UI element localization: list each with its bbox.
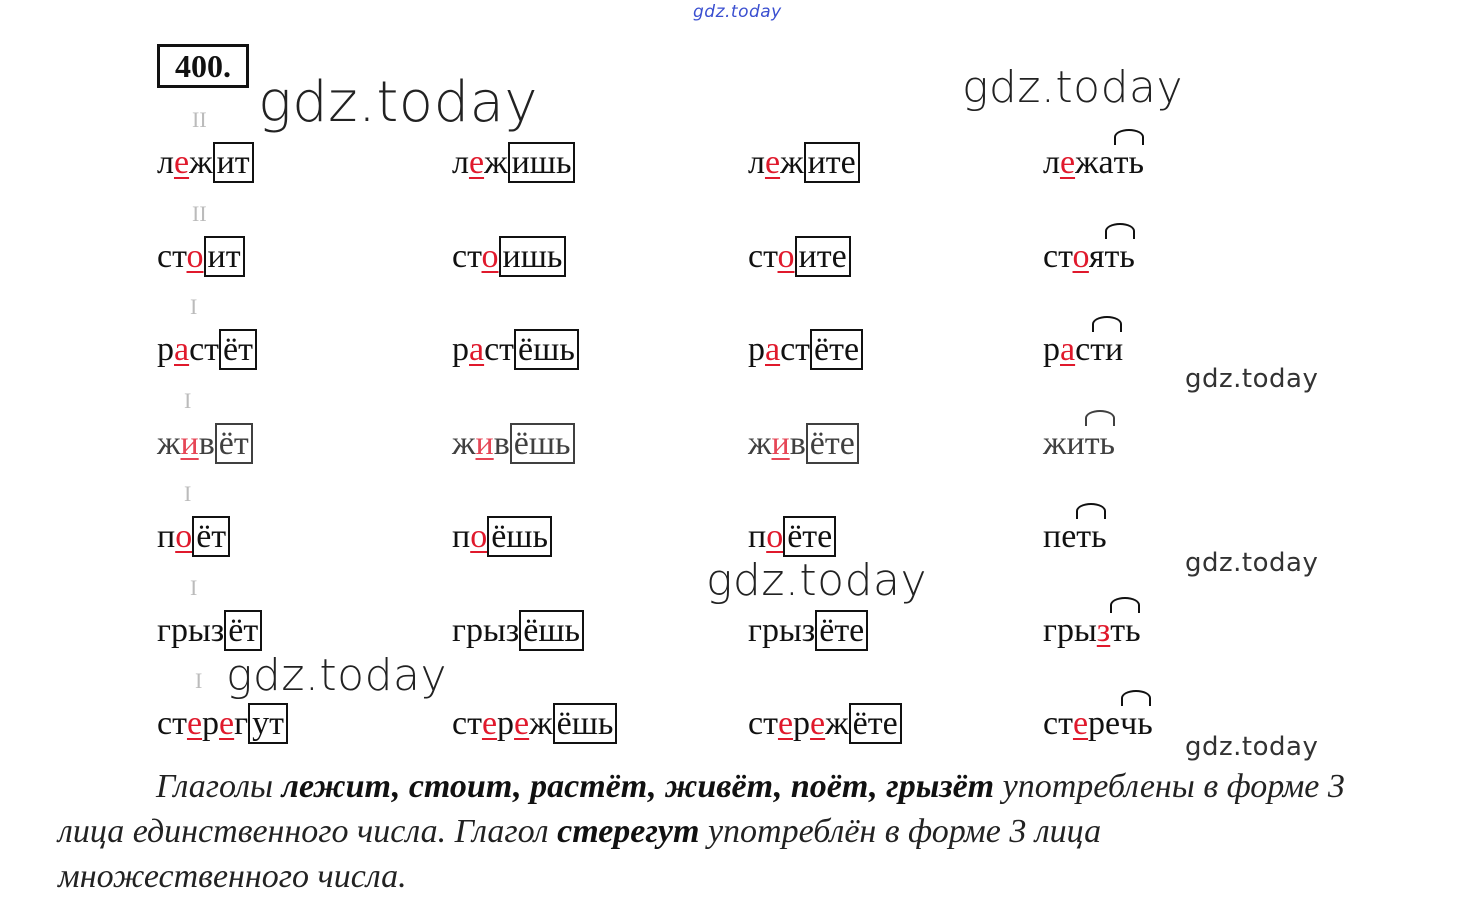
verb-form [157,424,253,464]
ending-box: ёте [806,423,859,464]
highlighted-letter: о [186,237,204,275]
word-part: ре [1088,705,1121,742]
ending-box: ёшь [553,703,618,744]
verb-form [1043,237,1135,277]
verb-form [1043,611,1141,651]
word-part: р [793,705,811,742]
word-part: ж [157,424,181,462]
highlighted-letter: е [173,144,190,181]
word-part: я [1088,237,1105,275]
highlighted-letter: е [514,705,530,742]
suffix-arc: ть [1104,237,1135,275]
highlighted-letter: о [777,237,795,275]
word-part: в [198,424,215,462]
verb-form [157,143,254,183]
highlighted-letter: е [219,705,235,742]
highlighted-letter: и [475,424,494,462]
word-part: ж [748,424,772,462]
verb-form [157,330,257,370]
word-part: ж [529,705,553,742]
word-part: р [1043,331,1060,368]
ending-box: ёте [815,610,868,651]
verb-form [452,424,575,464]
verb-form [157,704,288,744]
suffix-arc: ть [1076,518,1107,555]
highlighted-letter: о [175,518,193,555]
ending-box: ит [213,142,254,183]
word-part: ст [189,331,220,368]
verb-form [748,517,836,557]
word-part: в [789,424,806,462]
word-part: ст [452,705,482,742]
word-part: ст [748,237,778,275]
word-part: ст [484,331,515,368]
highlighted-letter: и [180,424,199,462]
word-part: л [1043,144,1060,181]
ending-box: ёт [215,423,253,464]
word-part: гры [1043,611,1097,649]
highlighted-letter: а [174,331,190,368]
ending-box: ёте [849,703,902,744]
suffix-arc: ть [1113,144,1145,181]
watermark-5: gdz.today [706,555,928,606]
verb-form [452,330,579,370]
ending-box: ишь [499,236,567,277]
suffix-arc: ть [1084,424,1116,462]
word-part: г [234,705,249,742]
para-text-1: Глаголы [156,768,282,805]
ending-box: ёшь [519,610,584,651]
verb-form [157,237,245,277]
verb-form [1043,517,1107,557]
word-part: в [493,424,510,462]
conjugation-marker: I [190,574,198,600]
watermark-7: gdz.today [1185,732,1319,762]
verb-form [1043,424,1115,464]
watermark-2: gdz.today [962,62,1184,113]
ending-box: ите [804,142,860,183]
word-part: ст [157,237,187,275]
word-part: ж [780,144,804,181]
word-part: р [157,331,174,368]
para-bold-singular-verbs: лежит, стоит, растёт, живёт, поёт, грызёт [281,768,995,805]
word-part: ж [484,144,508,181]
watermark-4: gdz.today [1185,548,1319,578]
word-part: ж [189,144,213,181]
highlighted-letter: е [777,705,794,742]
verb-form [452,143,575,183]
ending-box: ёшь [510,423,575,464]
verb-form [1043,704,1153,744]
highlighted-letter: о [470,518,488,555]
verb-form [748,143,860,183]
highlighted-letter: а [1060,331,1076,368]
exercise-number: 400. [157,44,249,88]
verb-form [748,424,859,464]
verb-form [452,704,617,744]
highlighted-letter: е [1072,705,1089,742]
conjugation-marker: I [195,668,203,693]
word-part: ст [1043,237,1073,275]
conjugation-marker: II [192,107,207,132]
conjugation-marker: I [184,387,192,413]
conjugation-marker: I [184,481,192,506]
word-part: л [157,144,174,181]
word-part: р [202,705,220,742]
word-part: ж [825,705,849,742]
word-part: ст [780,331,811,368]
word-part: п [452,518,471,555]
watermark-3: gdz.today [1185,364,1319,394]
verb-form [452,611,584,651]
word-part: ст [157,705,187,742]
verb-form [157,611,262,651]
suffix-arc: ть [1110,611,1141,649]
word-part: пе [1043,518,1077,555]
highlighted-letter: е [764,144,781,181]
highlighted-letter: е [810,705,826,742]
highlighted-letter: о [766,518,784,555]
suffix-arc: ти [1090,331,1124,368]
watermark-1: gdz.today [258,70,539,135]
ending-box: ёте [783,516,836,557]
word-part: с [1075,331,1091,368]
word-part: жи [1043,424,1085,462]
highlighted-letter: а [469,331,485,368]
word-part: грыз [748,611,816,649]
ending-box: ит [204,236,245,277]
word-part: п [748,518,767,555]
ending-box: ите [795,236,851,277]
ending-box: ёт [192,516,230,557]
highlighted-letter: е [468,144,485,181]
suffix-arc: чь [1120,705,1153,742]
highlighted-letter: е [1059,144,1076,181]
ending-box: ут [248,703,288,744]
conjugation-marker: II [192,200,207,226]
word-part: ж [452,424,476,462]
word-part: п [157,518,176,555]
word-part: л [452,144,469,181]
highlighted-letter: а [765,331,781,368]
watermark-6: gdz.today [226,650,448,701]
ending-box: ёт [219,329,257,370]
ending-box: ишь [508,142,576,183]
verb-form [452,517,552,557]
para-bold-plural-verb: стерегут [557,813,700,850]
highlighted-letter: о [1072,237,1089,275]
conjugation-marker: I [190,294,198,319]
ending-box: ёт [224,610,262,651]
word-part: ст [452,237,482,275]
word-part: ст [1043,705,1073,742]
watermark-top: gdz.today [693,2,782,22]
verb-form [452,237,566,277]
highlighted-letter: з [1096,611,1111,649]
verb-form [1043,143,1144,183]
word-part: р [452,331,469,368]
para-text-3: употреблён в форме 3 лица множественного числа. [58,813,1102,895]
verb-form [748,330,863,370]
word-part: л [748,144,765,181]
verb-form [748,704,902,744]
highlighted-letter: о [481,237,499,275]
word-part: жа [1075,144,1114,181]
verb-form [748,237,851,277]
highlighted-letter: и [771,424,790,462]
word-part: р [748,331,765,368]
ending-box: ёшь [487,516,552,557]
highlighted-letter: е [481,705,498,742]
verb-form [1043,330,1123,370]
word-part: грыз [452,611,520,649]
verb-form [157,517,230,557]
word-part: ст [748,705,778,742]
highlighted-letter: е [186,705,203,742]
para-text-2: употреблены в форме 3 лица единственного числа. Глагол [58,768,1345,850]
verb-form [748,611,868,651]
conclusion-paragraph [58,764,1358,899]
ending-box: ёшь [514,329,579,370]
ending-box: ёте [810,329,863,370]
word-part: грыз [157,611,225,649]
word-part: р [497,705,515,742]
